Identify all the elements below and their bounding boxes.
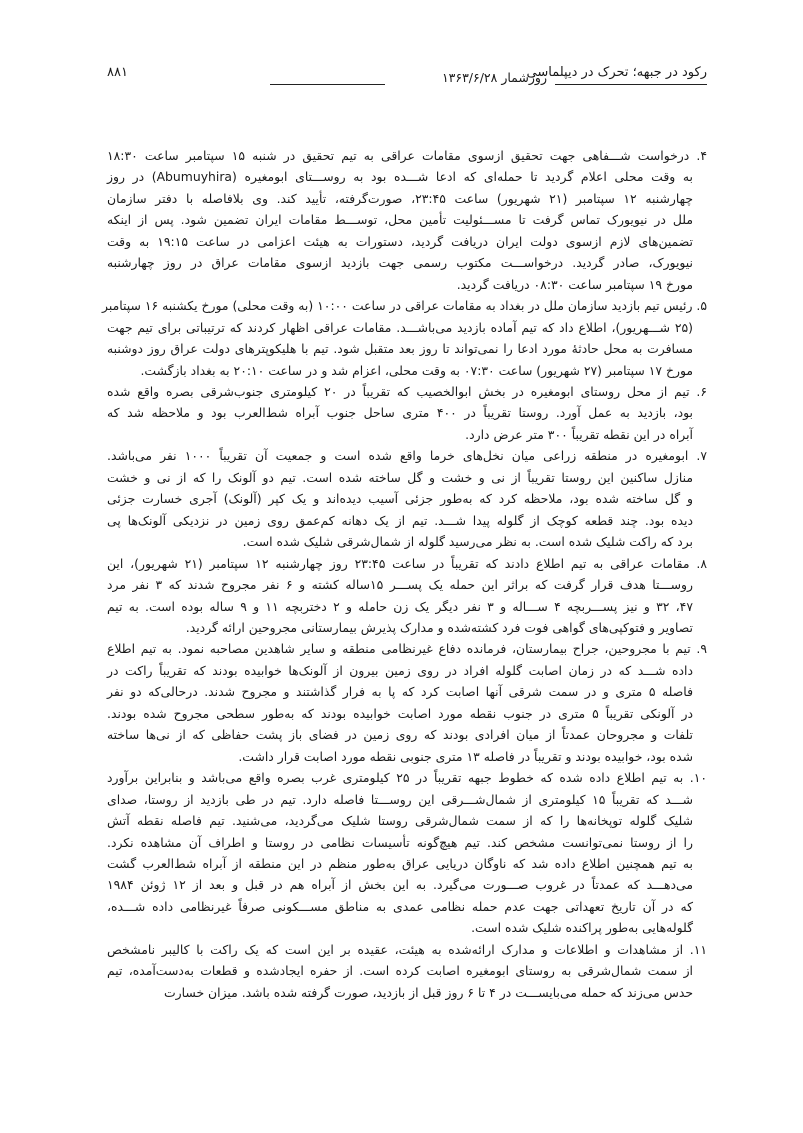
text-line: ۶. تیم از محل روستای ابومغیره در بخش ابوالخصیب که تقریباً در ۲۰ کیلومتری جنوب‌شرقی بصره واقع شده (107, 383, 707, 399)
text-line: در آلونکی تقریباً ۵ متری در جنوب نقطه مورد اصابت خوابیده بودند که به‌طور سطحی مجروح شده بودند. (107, 705, 693, 721)
text-line: ۱۱. از مشاهدات و اطلاعات و مدارک ارائه‌شده به هیئت، عقیده بر این است که یک راکت با کالیبر نامشخص (107, 941, 707, 957)
text-line: مسافرت به محل حادثهٔ مورد ادعا را نمی‌تواند تا روز بعد متقبل شود. تیم با هلیکوپترهای دولت عراق روز دوشنبه (107, 341, 693, 357)
paragraph (102, 295, 707, 381)
text-line: به تیم همچنین اطلاع داده شد که ناوگان دریایی عراق به‌طور منظم در این منطقه از آبراه شط‌العرب گشت (107, 855, 693, 871)
text-line: ملل در نیویورک تماس گرفت تا مســـئولیت تأمین محل، توســـط مقامات ایران تضمین شود. پس از اینکه (107, 212, 693, 228)
text-line: و گل ساخته شده بود، ملاحظه کرد که به‌طور جزئی آسیب دیده‌اند و یک کپر (آلونک) آجری خسارت جزئی (107, 491, 693, 507)
paragraph (107, 638, 707, 767)
text-line: گلوله‌هایی به‌طور پراکنده شلیک شده است. (471, 920, 693, 936)
text-line: مورخ ۱۷ سپتامبر (۲۷ شهریور) ساعت ۰۷:۳۰ به وقت محلی، اعزام شد و در ساعت ۲۰:۱۰ به بغداد بازگشت. (140, 362, 693, 378)
text-line: فاصله ۵ متری و در سمت شرقی آنها اصابت کرد که پا به فرار گذاشتند و مجروح شدند. درحالی‌که دو نفر (107, 684, 693, 700)
text-line: ۴. درخواست شـــفاهی جهت تحقیق ازسوی مقامات عراقی به تیم تحقیق در شنبه ۱۵ سپتامبر ساعت ۱۸:۳۰ (107, 148, 707, 163)
text-line: شلیک گلوله توپخانه‌ها را که از سمت شمال‌شرقی روستا شلیک می‌گردید، می‌شنید. تیم فاصله نقطه آتش (107, 813, 693, 829)
text-line: آبراه در این نقطه تقریباً ۳۰۰ متر عرض دارد. (465, 426, 693, 442)
text-line: نیویورک، صادر گردید. درخواســـت مکتوب رسمی جهت بازدید ازسوی مقامات عراق در روز چهارشنبه (107, 255, 693, 271)
running-title: رکود در جبهه؛ تحرک در دیپلماسی (526, 65, 707, 80)
text-line: تضمین‌های لازم ازسوی دولت ایران دریافت گردید، دستورات به هیئت اعزامی در ساعت ۱۹:۱۵ به وقت (107, 233, 693, 249)
text-line: به وقت محلی اعلام گردید تا حمله‌ای که ادعا شـــده بود به روســـتای ابومغیره (Abumuyhira) در روز (107, 169, 693, 185)
header-rule-left (270, 84, 385, 85)
text-line: روســـتا هدف قرار گرفت که براثر این حمله یک پســـر ۱۵ساله کشته و ۶ نفر مجروح شدند که ۳ نفر مرد (107, 577, 693, 593)
text-line: ۱۰. به تیم اطلاع داده شده که خطوط جبهه تقریباً در ۲۵ کیلومتری غرب بصره واقع می‌باشد و بنابراین برآورد (107, 770, 707, 786)
text-line: ۷. ابومغیره در منطقه زراعی میان نخل‌های خرما واقع شده است و جمعیت آن تقریباً ۱۰۰۰ نفر می‌باشد. (107, 448, 707, 464)
text-line: ۴۷، ۳۲ و نیز پســـربچه ۴ ســـاله و ۳ نفر دیگر یک زن حامله و ۲ دختربچه ۱۱ و ۹ ساله بوده است. به تیم (107, 598, 693, 614)
text-line: از سمت شمال‌شرقی به روستای ابومغیره اصابت کرده است. از حفره ایجادشده و قطعات به‌دست‌آمده، تیم (107, 963, 693, 979)
text-line: شـــد که تقریباً ۱۵ کیلومتری از شمال‌شـــرقی این روســـتا فاصله دارد. تیم در طی بازدید از روستا، صدای (107, 791, 694, 807)
date-label: روزشمار ۱۳۶۳/۶/۲۸ (441, 70, 547, 85)
text-line: تلفات و مجروحان عمدتاً از میان افرادی بودند که روی زمین در فضای باز پشت حفاظی که از نی‌ها ساخته (107, 727, 693, 743)
document-body (102, 145, 707, 1003)
paragraph (107, 445, 707, 552)
paragraph (107, 553, 707, 639)
text-line: دیده بود. چند قطعه کوچک از گلوله پیدا شـــد. تیم از یک دهانه کم‌عمق روی زمین در نزدیکی آلونک‌ها پی (107, 512, 693, 528)
text-line: ۸. مقامات عراقی به تیم اطلاع دادند که تقریباً در ساعت ۲۳:۴۵ روز چهارشنبه ۱۲ سپتامبر (۲۱ شهریور)، این (107, 555, 707, 571)
text-line: منازل ساکنین این روستا تقریباً از نی و خشت و گل ساخته شده است. تیم دو آلونک را که از نی و خشت (107, 469, 693, 485)
text-line: ۹. تیم با مجروحین، جراح بیمارستان، فرمانده دفاع غیرنظامی منطقه و سایر شاهدین مصاحبه نمود. به تیم اطلاع (107, 641, 707, 657)
page-number: ۸۸۱ (107, 65, 128, 80)
header-rule (555, 84, 707, 85)
paragraph (107, 939, 707, 1003)
text-line: (۲۵ شـــهریور)، اطلاع داد که تیم آماده بازدید می‌باشـــد. مقامات عراقی اظهار کردند که ترتیباتی برای تیم جهت (107, 319, 693, 335)
text-line: حدس می‌زند که حمله می‌بایســـت در ۴ تا ۶ روز قبل از بازدید، صورت گرفته شده باشد. میزان خسارت (163, 984, 693, 1000)
text-line: را از روستا نمی‌توانست مشخص کند. تیم هیچ‌گونه تأسیسات نظامی در روستا و اطراف آن مشاهده نکرد. (107, 834, 693, 850)
text-line: داده شـــد که در زمان اصابت گلوله افراد در روی زمین بیرون از آلونک‌ها خوابیده بودند که تقریباً راکت در (107, 662, 693, 678)
page-header (107, 64, 707, 86)
text-line: بود، بازدید به عمل آورد. روستا تقریباً در ۴۰۰ متری ساحل جنوب آبراه شط‌العرب بود و ملاحظه شد که (107, 405, 693, 421)
text-line: برد که راکت شلیک شده است. به نظر می‌رسید گلوله از شمال‌شرقی شلیک شده است. (242, 534, 693, 550)
paragraph (107, 145, 707, 295)
text-line: تصاویر و فتوکپی‌های گواهی فوت فرد کشته‌شده و مدارک پذیرش بیمارستانی مجروحین ارائه گردید. (185, 619, 693, 635)
paragraph (107, 767, 707, 939)
text-line: شده بود، خوابیده بودند و تقریباً در فاصله ۱۳ متری جنوبی نقطه مورد اصابت قرار داشت. (238, 748, 693, 764)
text-line: می‌دهـــد که عمدتاً در غروب صـــورت می‌گیرد. به این بخش از آبراه هم در قبل و بعد از ۱۲ ژوئن ۱۹۸۴ (107, 877, 693, 893)
text-line: که در آن تاریخ تعهداتی جهت عدم حمله نظامی عمدی به مناطق مســـکونی صرفاً غیرنظامی داده شـــده، (107, 898, 693, 914)
paragraph (107, 381, 707, 445)
text-line: چهارشنبه ۱۲ سپتامبر (۲۱ شهریور) ساعت ۲۳:۴۵، صورت‌گرفته، تأیید کند. وی بلافاصله با دفتر سازمان (107, 190, 693, 206)
text-line: ۵. رئیس تیم بازدید سازمان ملل در بغداد به مقامات عراقی در ساعت ۱۰:۰۰ (به وقت محلی) مورخ یکشنبه ۱۶ سپتامبر (102, 298, 707, 314)
text-line: مورخ ۱۹ سپتامبر ساعت ۰۸:۳۰ دریافت گردید. (456, 276, 693, 292)
